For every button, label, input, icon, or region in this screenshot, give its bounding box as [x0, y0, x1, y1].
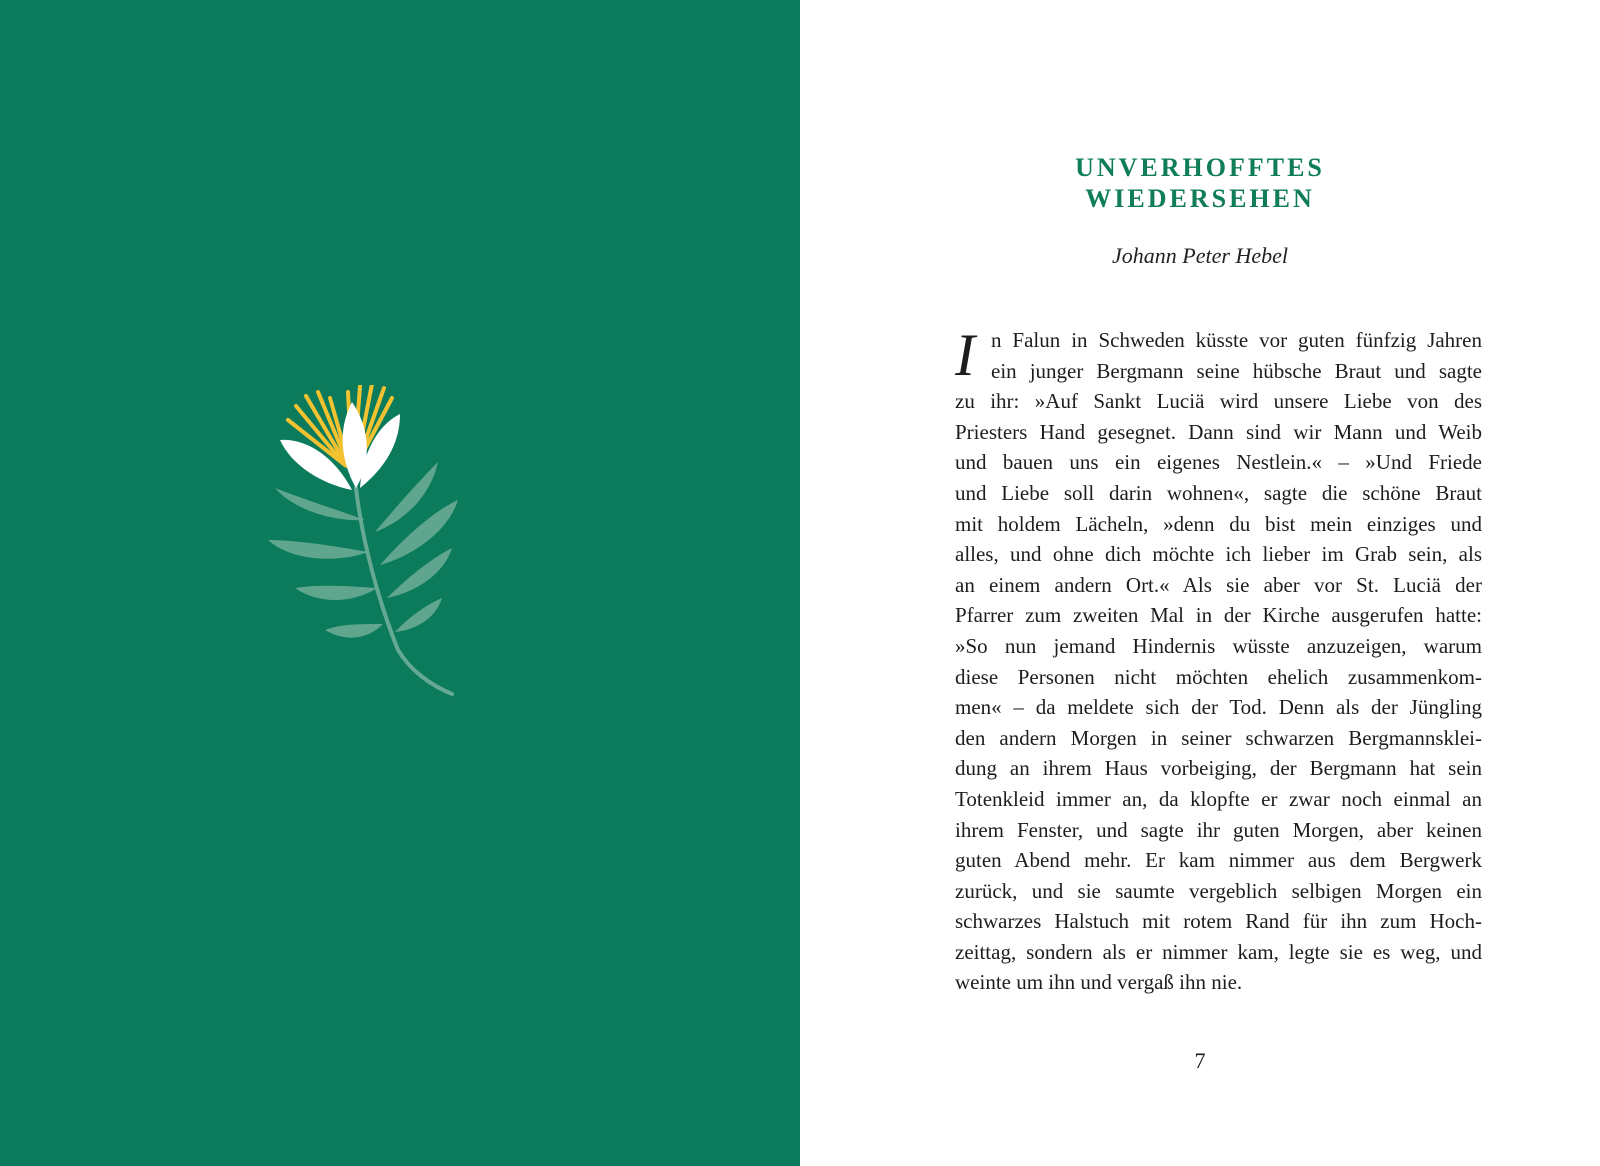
text-line: schwarzes Halstuch mit rotem Rand für ihn zum Hoch-	[955, 909, 1482, 934]
right-page	[800, 0, 1600, 1166]
text-line: Totenkleid immer an, da klopfte er zwar noch einmal an	[955, 786, 1482, 811]
text-line: zu ihr: »Auf Sankt Luciä wird unsere Liebe von des	[955, 389, 1482, 414]
text-line: mit holdem Lächeln, »denn du bist mein einziges und	[955, 511, 1482, 536]
text-line: n Falun in Schweden küsste vor guten fünfzig Jahren	[991, 328, 1482, 352]
leaves	[268, 462, 458, 638]
drop-cap: I	[955, 322, 975, 388]
text-line: alles, und ohne dich möchte ich lieber im Grab sein, als	[955, 542, 1482, 567]
text-line: dung an ihrem Haus vorbeiging, der Bergmann hat sein	[955, 756, 1482, 781]
page-number: 7	[1194, 1048, 1206, 1073]
text-line: zurück, und sie saumte vergeblich selbigen Morgen ein	[955, 878, 1482, 903]
story-title	[800, 152, 1600, 214]
text-line: ein junger Bergmann seine hübsche Braut und sagte	[991, 358, 1482, 383]
text-line: zeittag, sondern als er nimmer kam, legte sie es weg, und	[955, 939, 1482, 964]
text-line: den andern Morgen in seiner schwarzen Bergmannsklei-	[955, 725, 1482, 750]
text-line: ihrem Fenster, und sagte ihr guten Morgen, aber keinen	[955, 817, 1482, 842]
flower-icon	[265, 385, 475, 700]
text-line: Pfarrer zum zweiten Mal in der Kirche ausgerufen hatte:	[955, 603, 1482, 628]
text-line: an einem andern Ort.« Als sie aber vor St. Luciä der	[955, 572, 1482, 597]
story-text	[955, 322, 1482, 998]
author-name: Johann Peter Hebel	[1112, 243, 1288, 268]
text-line: »So nun jemand Hindernis wüsste anzuzeigen, warum	[955, 633, 1482, 658]
text-line: guten Abend mehr. Er kam nimmer aus dem Bergwerk	[955, 848, 1482, 873]
text-line: weinte um ihn und vergaß ihn nie.	[955, 970, 1243, 995]
text-line: men« – da meldete sich der Tod. Denn als der Jüngling	[955, 695, 1482, 720]
text-line: Priesters Hand gesegnet. Dann sind wir Mann und Weib	[955, 419, 1482, 444]
title-line-2: WIEDERSEHEN	[1085, 184, 1315, 213]
text-line: diese Personen nicht möchten ehelich zusammenkom-	[955, 664, 1482, 689]
text-line: und Liebe soll darin wohnen«, sagte die schöne Braut	[955, 480, 1482, 505]
title-line-1: UNVERHOFFTES	[1075, 153, 1325, 182]
text-line: und bauen uns ein eigenes Nestlein.« – »Und Friede	[955, 450, 1482, 475]
